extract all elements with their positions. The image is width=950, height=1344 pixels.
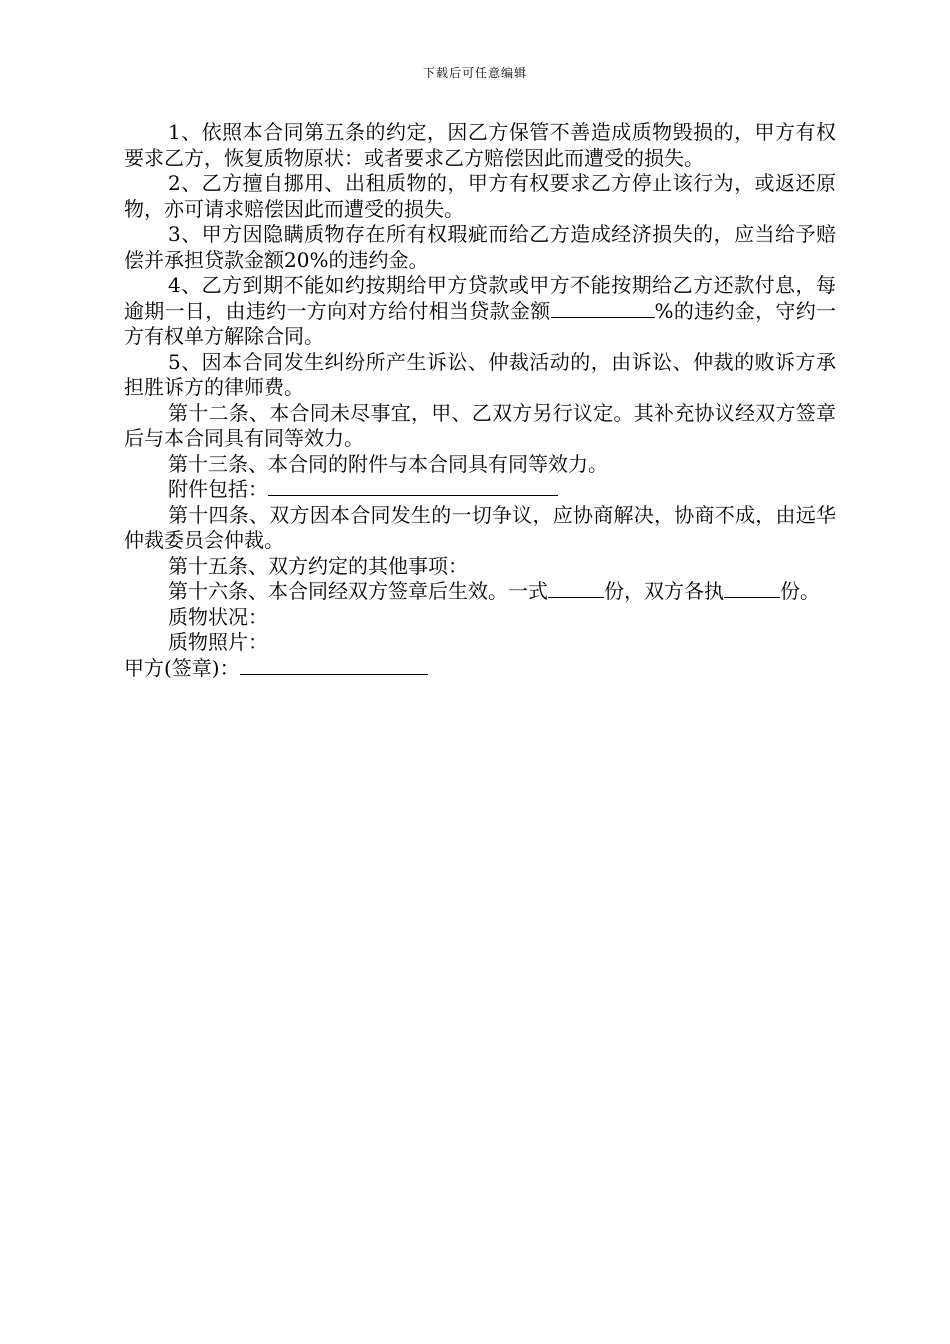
pledge-photo-line: 质物照片： [168,630,268,654]
clause-1-paragraph: 1、依照本合同第五条的约定，因乙方保管不善造成质物毁损的，甲方有权要求乙方，恢复质物原状：或者要求乙方赔偿因此而遭受的损失。 [124,120,836,170]
copies-count-blank[interactable] [548,580,604,598]
clause-4-paragraph [124,273,836,350]
clause-4-text-before: 4、乙方到期不能如约按期给甲方贷款或甲方不能按期给乙方还款付息，每逾期一日，由违约一方向对方给付相当贷款金额 [124,273,836,323]
article-12-paragraph: 第十二条、本合同未尽事宜，甲、乙双方另行议定。其补充协议经双方签章后与本合同具有同等效力。 [124,400,836,450]
attachments-label: 附件包括： [168,477,268,501]
clause-2-paragraph: 2、乙方擅自挪用、出租质物的，甲方有权要求乙方停止该行为，或返还原物，亦可请求赔偿因此而遭受的损失。 [124,171,836,221]
article-16-text-2: 份，双方各执 [604,579,724,603]
page-header-note: 下载后可任意编辑 [422,66,527,80]
article-16-paragraph [124,579,836,605]
article-16-text-3: 份。 [780,579,820,603]
copies-each-blank[interactable] [724,580,780,598]
party-a-signature-label: 甲方(签章)： [124,655,240,680]
clause-3-paragraph: 3、甲方因隐瞒质物存在所有权瑕疵而给乙方造成经济损失的，应当给予赔偿并承担贷款金额20%的违约金。 [124,222,836,272]
article-15-paragraph: 第十五条、双方约定的其他事项： [168,553,468,578]
attachments-line [124,477,836,503]
penalty-rate-blank[interactable] [551,300,655,318]
contract-body [124,120,836,681]
party-a-signature-line [124,656,836,682]
clause-4-text-after: %的违约金，守约一方有权单方解除合同。 [124,298,836,348]
attachments-blank[interactable] [268,478,558,496]
article-14-paragraph: 第十四条、双方因本合同发生的一切争议，应协商解决，协商不成，由远华仲裁委员会仲裁。 [124,502,836,552]
article-16-text-1: 第十六条、本合同经双方签章后生效。一式 [168,579,548,603]
party-a-signature-blank[interactable] [240,657,428,675]
clause-5-paragraph: 5、因本合同发生纠纷所产生诉讼、仲裁活动的，由诉讼、仲裁的败诉方承担胜诉方的律师费。 [124,349,836,399]
pledge-status-line: 质物状况： [168,604,268,629]
article-13-paragraph: 第十三条、本合同的附件与本合同具有同等效力。 [168,451,608,476]
